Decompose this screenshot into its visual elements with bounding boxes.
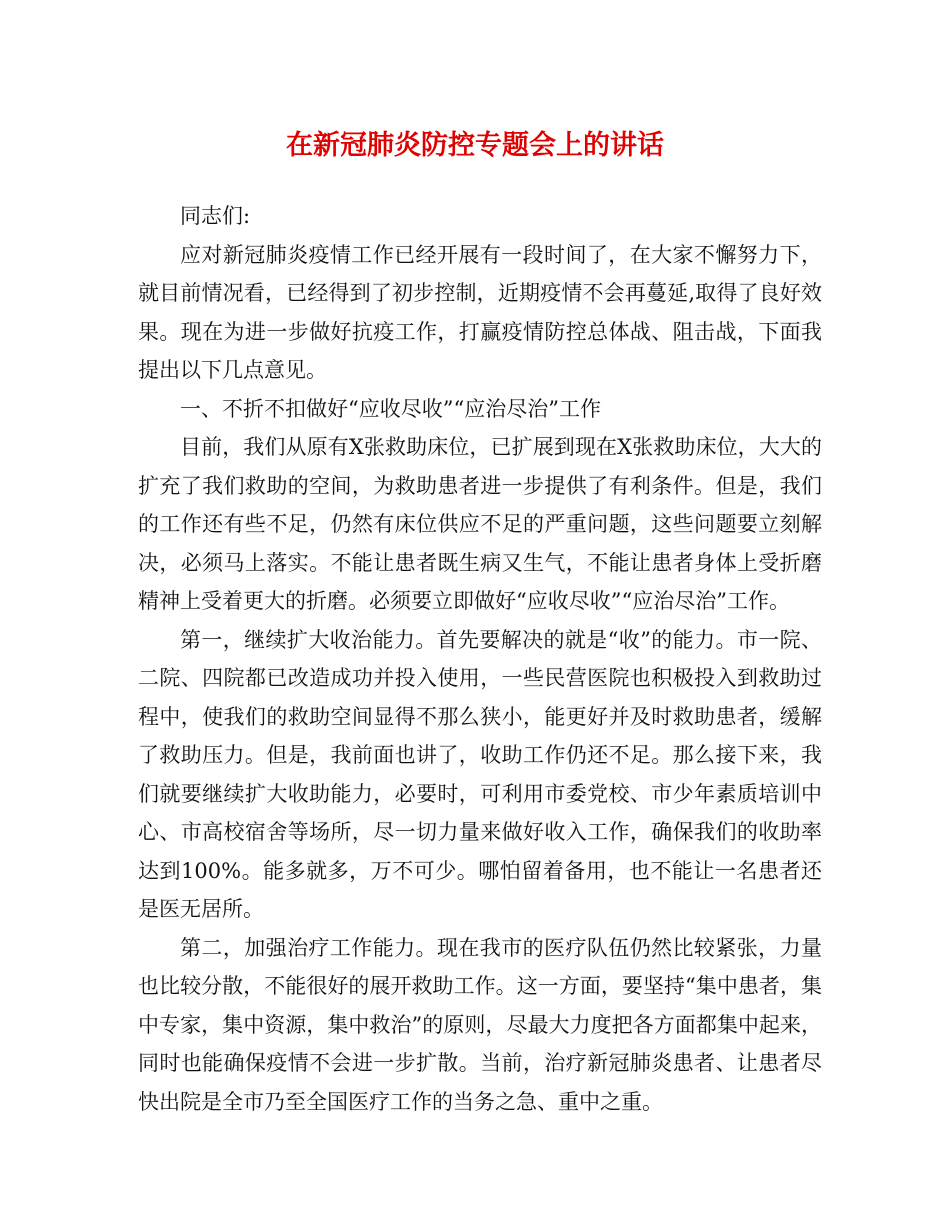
paragraph-beds: 目前，我们从原有X张救助床位，已扩展到现在X张救助床位，大大的扩充了我们救助的空间，为救助患者进一步提供了有利条件。但是，我们的工作还有些不足，仍然有床位供应不足的严重问题，这些问题要立刻解决，必须马上落实。不能让患者既生病又生气，不能让患者身体上受折磨精神上受着更大的折磨。必须要立即做好“应收尽收”“应治尽治”工作。: [138, 435, 822, 613]
section-heading-1: 一、不折不扣做好“应收尽收”“应治尽治”工作: [180, 396, 601, 421]
document-body: [138, 197, 822, 1121]
paragraph-intro: 应对新冠肺炎疫情工作已经开展有一段时间了，在大家不懈努力下，就目前情况看，已经得到了初步控制，近期疫情不会再蔓延,取得了良好效果。现在为进一步做好抗疫工作，打赢疫情防控总体战、阻击战，下面我提出以下几点意见。: [138, 242, 822, 382]
paragraph-point-2: 第二，加强治疗工作能力。现在我市的医疗队伍仍然比较紧张，力量也比较分散，不能很好的展开救助工作。这一方面，要坚持“集中患者，集中专家，集中资源，集中救治”的原则，尽最大力度把各方面都集中起来，同时也能确保疫情不会进一步扩散。当前，治疗新冠肺炎患者、让患者尽快出院是全市乃至全国医疗工作的当务之急、重中之重。: [138, 935, 822, 1114]
salutation: 同志们:: [180, 204, 251, 228]
paragraph-point-1: 第一，继续扩大收治能力。首先要解决的就是“收”的能力。市一院、二院、四院都已改造成功并投入使用，一些民营医院也积极投入到救助过程中，使我们的救助空间显得不那么狭小，能更好并及时救助患者，缓解了救助压力。但是，我前面也讲了，收助工作仍还不足。那么接下来，我们就要继续扩大收助能力，必要时，可利用市委党校、市少年素质培训中心、市高校宿舍等场所，尽一切力量来做好收入工作，确保我们的收助率达到100%。能多就多，万不可少。哪怕留着备用，也不能让一名患者还是医无居所。: [138, 627, 822, 921]
document-title: 在新冠肺炎防控专题会上的讲话: [286, 130, 664, 161]
